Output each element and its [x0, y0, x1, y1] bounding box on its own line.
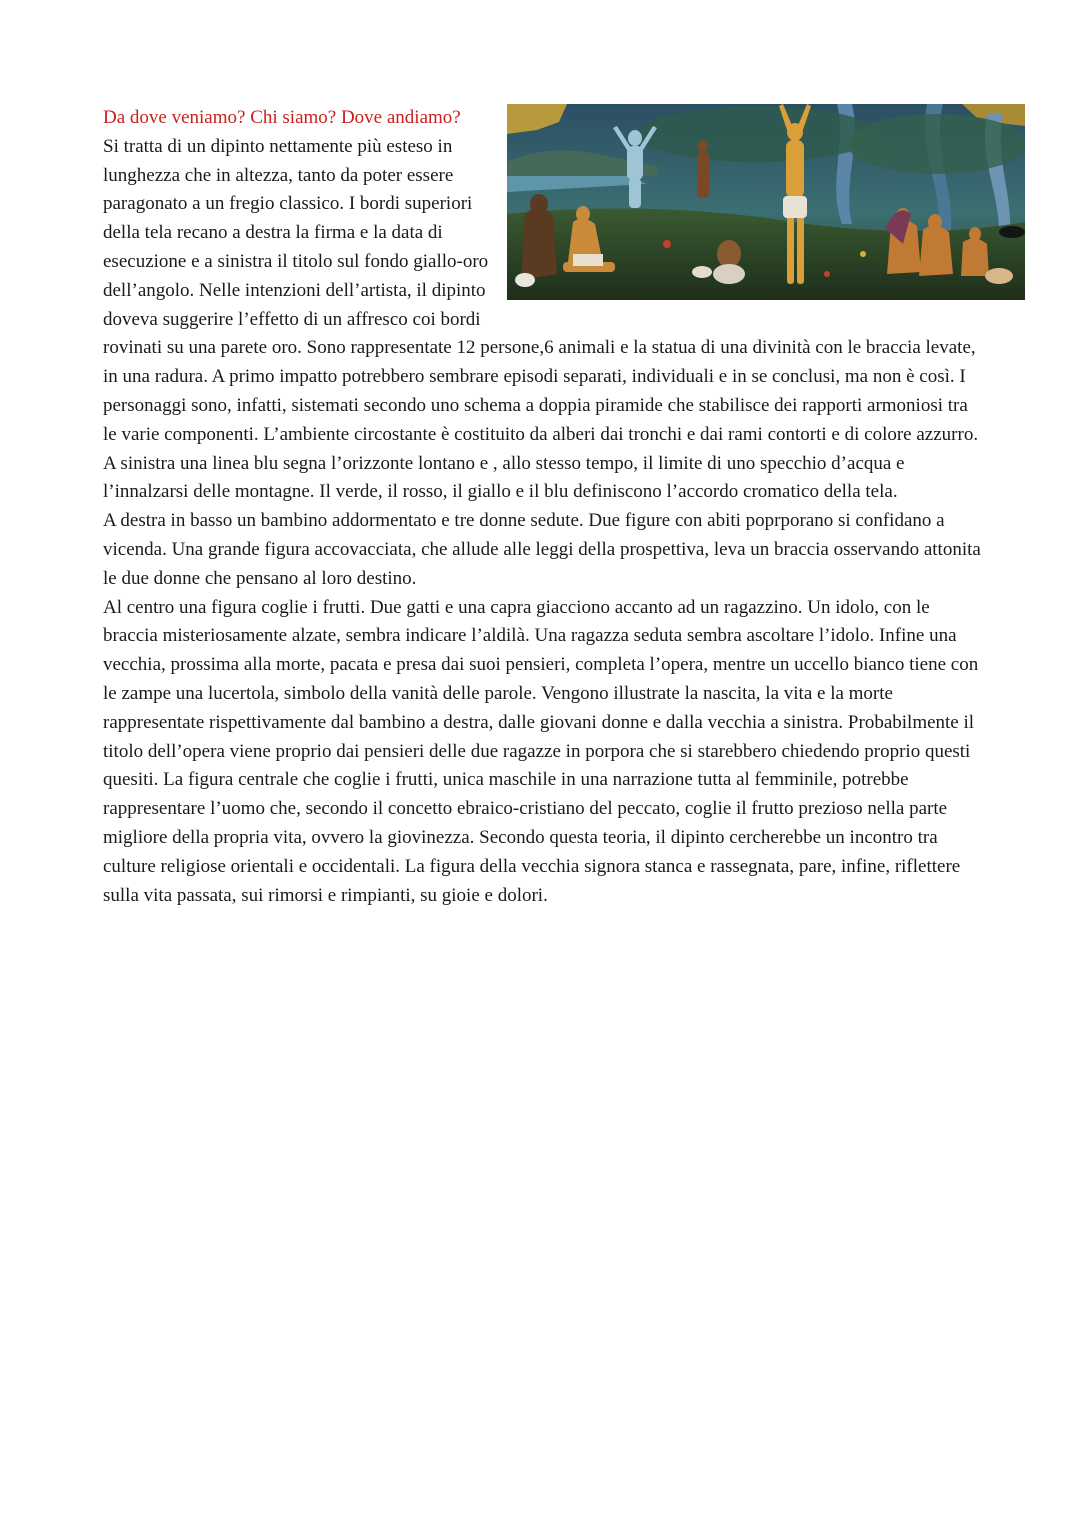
painting-image — [507, 104, 1025, 300]
paragraph-3: Al centro una figura coglie i frutti. Due gatti e una capra giacciono accanto ad un ragazzino. Un idolo, con le braccia misteriosamente alzate, sembra indicare l’aldilà. Una ragazza seduta sembra ascoltare l’idolo. Infine una vecchia, prossima alla morte, pacata e presa dai suoi pensieri, completa l’opera, mentre un uccello bianco tiene con le zampe una lucertola, simbolo della vanità delle parole. Vengono illustrate la nascita, la vita e la morte rappresentate rispettivamente dal bambino a destra, dalle giovani donne e dalla vecchia a sinistra. Probabilmente il titolo dell’opera viene proprio dai pensieri delle due ragazze in porpora che si starebbero chiedendo proprio questi quesiti. La figura centrale che coglie i frutti, unica maschile in una narrazione tutta al femminile, potrebbe rappresentare l’uomo che, secondo il concetto ebraico-cristiano del peccato, coglie il frutto prezioso nella parte migliore della propria vita, ovvero la giovinezza. Secondo questa teoria, il dipinto cercherebbe un incontro tra culture religiose orientali e occidentali. La figura della vecchia signora stanca e rassegnata, pare, infine, riflettere sulla vita passata, sui rimorsi e rimpianti, su gioie e dolori. — [103, 596, 979, 906]
paragraph-1: Si tratta di un dipinto nettamente più esteso in lunghezza che in altezza, tanto da poter essere paragonato a un fregio classico. I bordi superiori della tela recano a destra la firma e la data di esecuzione e a sinistra il titolo sul fondo giallo-oro dell’angolo. Nelle intenzioni dell’artista, il dipinto doveva suggerire l’effetto di un affresco coi bordi rovinati su una parete oro. Sono rappresentate 12 persone,6 animali e la statua di una divinità con le braccia levate, in una radura. A primo impatto potrebbero sembrare episodi separati, individuali e in se conclusi, ma non è così. I personaggi sono, infatti, sistemati secondo uno schema a doppia piramide che stabilisce dei rapporti armoniosi tra le varie componenti. L’ambiente circostante è costituito da alberi dai tronchi e dai rami contorti e di colore azzurro. A sinistra una linea blu segna l’orizzonte lontano e , allo stesso tempo, il limite di uno specchio d’acqua e l’innalzarsi delle montagne. Il verde, il rosso, il giallo e il blu definiscono l’accordo cromatico della tela. — [103, 135, 979, 503]
document-title: Da dove veniamo? Chi siamo? Dove andiamo? — [103, 107, 461, 128]
paragraph-2: A destra in basso un bambino addormentato e tre donne sedute. Due figure con abiti poprporano si confidano a vicenda. Una grande figura accovacciata, che allude alle leggi della prospettiva, leva un braccia osservando attonita le due donne che pensano al loro destino. — [103, 510, 981, 589]
document-body — [103, 104, 983, 910]
painting-illustration — [507, 104, 1025, 300]
